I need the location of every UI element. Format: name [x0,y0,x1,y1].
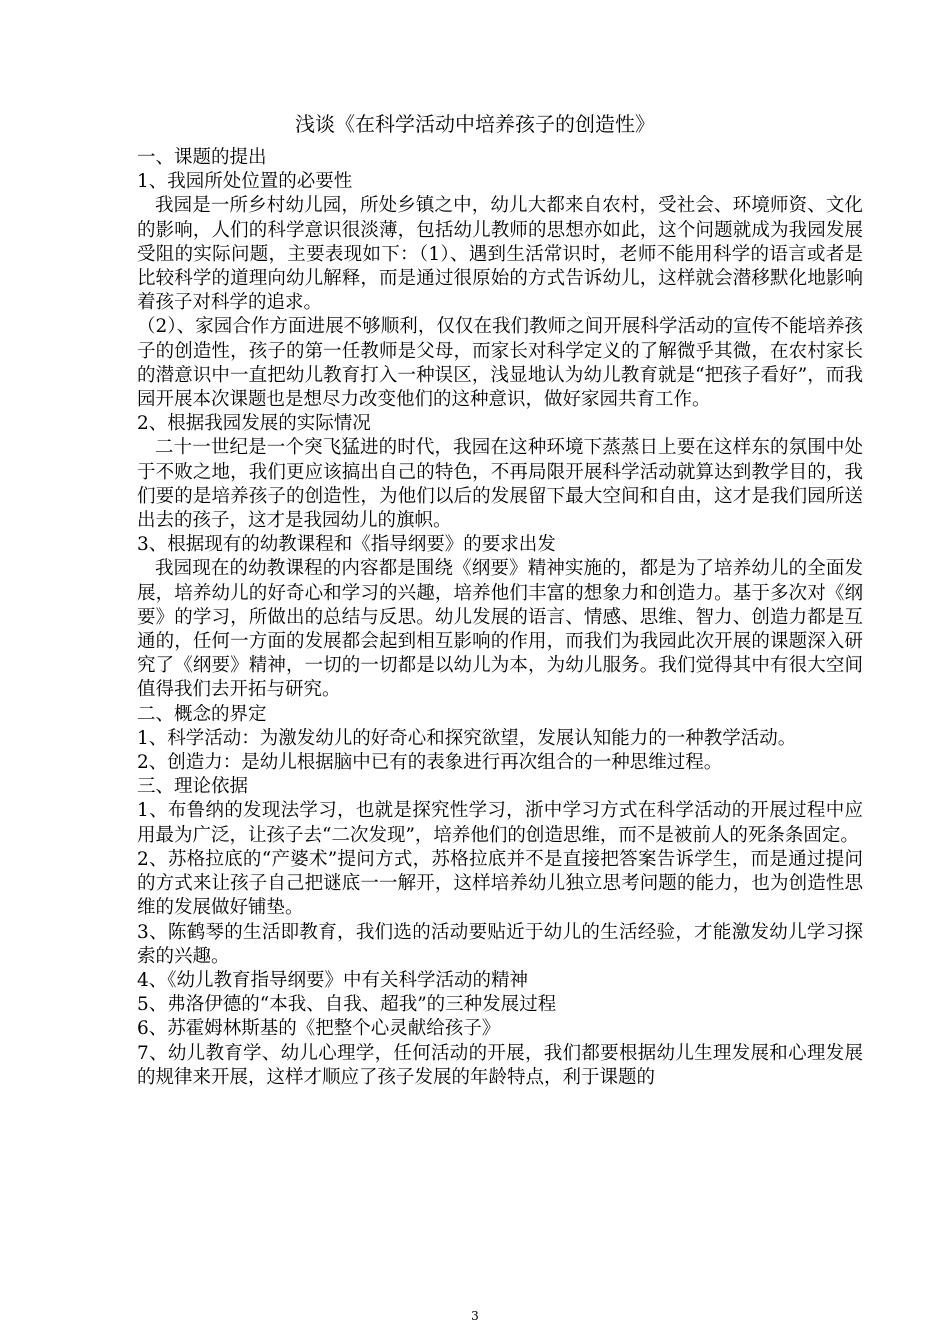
document-body [137,146,863,1090]
section-heading: 二、概念的界定 [137,703,267,725]
section-heading: 2、根据我园发展的实际情况 [137,413,371,435]
section-heading: 4、《幼儿教育指导纲要》中有关科学活动的精神 [137,969,529,991]
body-paragraph: （2）、家园合作方面进展不够顺利，仅仅在我们教师之间开展科学活动的宣传不能培养孩子的创造性，孩子的第一任教师是父母，而家长对科学定义的了解微乎其微，在农村家长的潜意识中一直把幼儿教育打入一种误区，浅显地认为幼儿教育就是“把孩子看好”，而我园开展本次课题也是想尽力改变他们的这种意识，做好家园共育工作。 [137,316,863,411]
section-heading: 3、根据现有的幼教课程和《指导纲要》的要求出发 [137,534,556,556]
body-paragraph: 3、陈鹤琴的生活即教育，我们选的活动要贴近于幼儿的生活经验，才能激发幼儿学习探索的兴趣。 [137,921,863,967]
section-heading: 1、我园所处位置的必要性 [137,171,353,193]
section-heading: 三、理论依据 [137,776,249,798]
body-paragraph: 2、苏格拉底的“产婆术”提问方式，苏格拉底并不是直接把答案告诉学生，而是通过提问的方式来让孩子自己把谜底一一解开，这样培养幼儿独立思考问题的能力，也为创造性思维的发展做好铺垫。 [137,848,863,919]
body-paragraph: 我园现在的幼教课程的内容都是围绕《纲要》精神实施的，都是为了培养幼儿的全面发展，培养幼儿的好奇心和学习的兴趣，培养他们丰富的想象力和创造力。基于多次对《纲要》的学习，所做出的总结与反思。幼儿发展的语言、情感、思维、智力、创造力都是互通的，任何一方面的发展都会起到相互影响的作用，而我们为我园此次开展的课题深入研究了《纲要》精神，一切的一切都是以幼儿为本，为幼儿服务。我们觉得其中有很大空间值得我们去开拓与研究。 [137,558,863,701]
body-paragraph: 我园是一所乡村幼儿园，所处乡镇之中，幼儿大都来自农村，受社会、环境师资、文化的影响，人们的科学意识很淡薄，包括幼儿教师的思想亦如此，这个问题就成为我园发展受阻的实际问题，主要表现如下：（1）、遇到生活常识时，老师不能用科学的语言或者是比较科学的道理向幼儿解释，而是通过很原始的方式告诉幼儿，这样就会潜移默化地影响着孩子对科学的追求。 [137,195,863,314]
section-heading: 5、弗洛伊德的“本我、自我、超我”的三种发展过程 [137,994,557,1016]
document-title: 浅谈《在科学活动中培养孩子的创造性》 [295,112,655,136]
body-paragraph: 2、创造力：是幼儿根据脑中已有的表象进行再次组合的一种思维过程。 [137,752,723,774]
body-paragraph: 1、布鲁纳的发现法学习，也就是探究性学习，浙中学习方式在科学活动的开展过程中应用最为广泛，让孩子去“二次发现”，培养他们的创造思维，而不是被前人的死条条固定。 [137,800,863,846]
section-heading: 6、苏霍姆林斯基的《把整个心灵献给孩子》 [137,1018,501,1040]
body-paragraph: 1、科学活动：为激发幼儿的好奇心和探究欲望，发展认知能力的一种教学活动。 [137,727,797,749]
body-paragraph: 7、幼儿教育学、幼儿心理学，任何活动的开展，我们都要根据幼儿生理发展和心理发展的规律来开展，这样才顺应了孩子发展的年龄特点，利于课题的 [137,1042,863,1088]
section-heading: 一、课题的提出 [137,147,267,168]
page-number: 3 [471,1309,479,1323]
body-paragraph: 二十一世纪是一个突飞猛进的时代，我园在这种环境下蒸蒸日上要在这样东的氛围中处于不败之地，我们更应该搞出自己的特色，不再局限开展科学活动就算达到教学目的，我们要的是培养孩子的创造性，为他们以后的发展留下最大空间和自由，这才是我们园所送出去的孩子，这才是我园幼儿的旗帜。 [137,437,863,532]
